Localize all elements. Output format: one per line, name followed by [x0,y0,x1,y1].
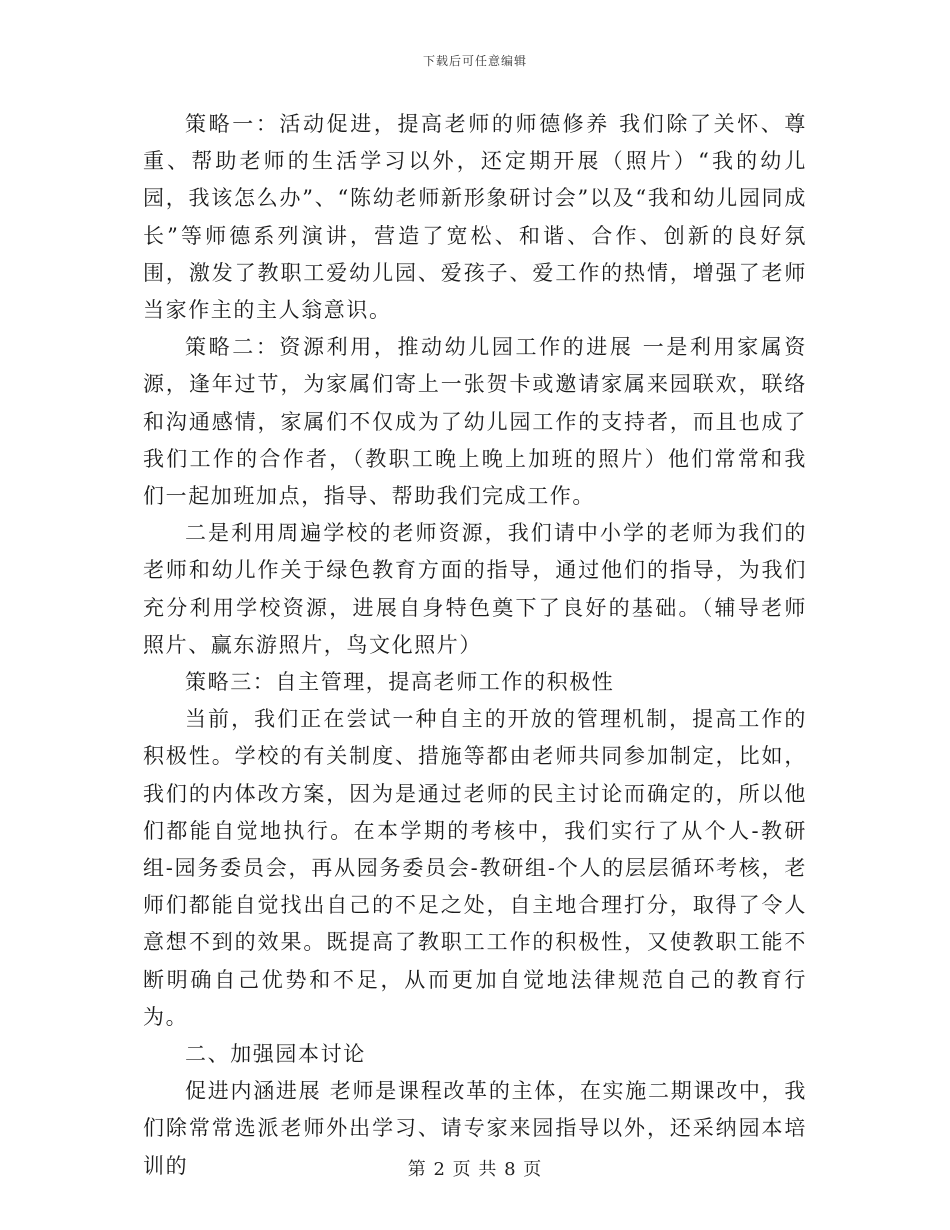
section-heading-school-research: 二、加强园本讨论 [185,1042,366,1067]
paragraph-strategy-two: 策略二：资源利用，推动幼儿园工作的进展 一是利用家属资源，逢年过节，为家属们寄上一张贺卡或邀请家属来园联欢，联络和沟通感情，家属们不仅成为了幼儿园工作的支持者，而且也成了我们工作的合作者，（教职工晚上晚上加班的照片）他们常常和我们一起加班加点，指导、帮助我们完成工作。 [143,335,807,509]
paragraph-strategy-three-heading: 策略三：自主管理，提高老师工作的积极性 [185,670,615,695]
page-footer [0,1155,950,1181]
paragraph-school-resources: 二是利用周遍学校的老师资源，我们请中小学的老师为我们的老师和幼儿作关于绿色教育方面的指导，通过他们的指导，为我们充分利用学校资源，进展自身特色奠下了良好的基础。（辅导老师照片、赢东游照片，鸟文化照片） [143,521,807,657]
document-body [143,106,807,1185]
footer-middle: 页 共 [452,1159,498,1180]
paragraph-strategy-one: 策略一：活动促进，提高老师的师德修养 我们除了关怀、尊重、帮助老师的生活学习以外，还定期开展（照片）“我的幼儿园，我该怎么办”、“陈幼老师新形象研讨会”以及“我和幼儿园同成长”等师德系列演讲，营造了宽松、和谐、合作、创新的良好氛围，激发了教职工爱幼儿园、爱孩子、爱工作的热情，增强了老师当家作主的主人翁意识。 [143,112,807,323]
footer-prefix: 第 [407,1159,427,1180]
paragraph-connotation-development: 促进内涵进展 老师是课程改革的主体，在实施二期课改中，我们除常常选派老师外出学习、请专家来园指导以外，还采纳园本培训的 [143,1079,807,1178]
footer-page-number: 2 [433,1159,446,1180]
footer-total-pages: 8 [504,1159,517,1180]
footer-suffix: 页 [523,1159,543,1180]
page-header: 下载后可任意编辑 [422,54,527,68]
paragraph-self-management: 当前，我们正在尝试一种自主的开放的管理机制，提高工作的积极性。学校的有关制度、措施等都由老师共同参加制定，比如，我们的内体改方案，因为是通过老师的民主讨论而确定的，所以他们都能自觉地执行。在本学期的考核中，我们实行了从个人-教研组-园务委员会，再从园务委员会-教研组-个人的层层循环考核，老师们都能自觉找出自己的不足之处，自主地合理打分，取得了令人意想不到的效果。既提高了教职工工作的积极性，又使教职工能不断明确自己优势和不足，从而更加自觉地法律规范自己的教育行为。 [143,707,807,1029]
